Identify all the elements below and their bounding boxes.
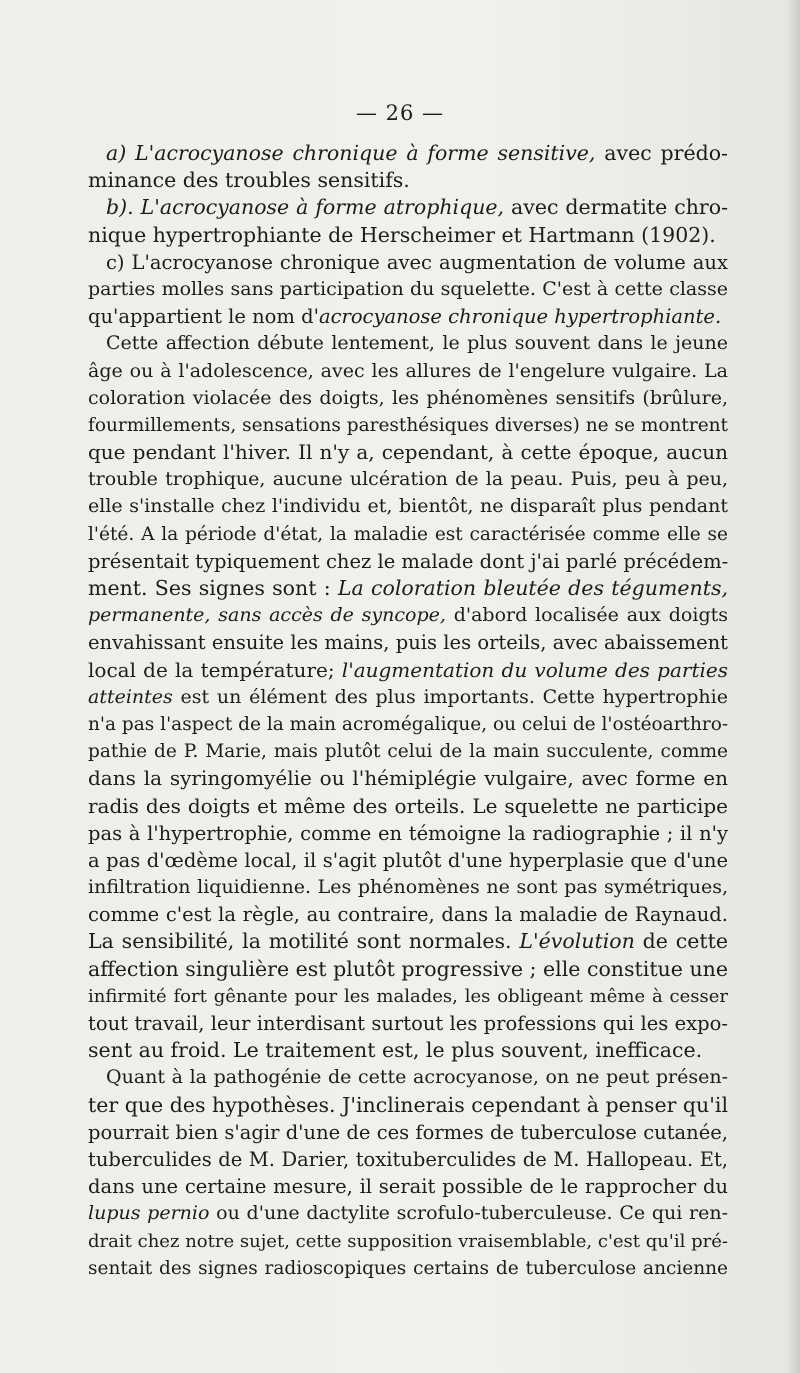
text-segment: tout travail, leur interdisant surtout les professions qui les expo-: [88, 1012, 728, 1035]
italic-text-segment: L'acrocyanose à forme atrophique,: [140, 195, 505, 220]
text-line: [88, 330, 728, 357]
text-line: [88, 1255, 728, 1282]
text-segment: parties molles sans participation du squelette. C'est à cette classe: [88, 277, 728, 300]
text-segment: dans la syringomyélie ou l'hémiplégie vulgaire, avec forme en: [88, 766, 728, 791]
text-segment: envahissant ensuite les mains, puis les orteils, avec abaissement: [88, 631, 728, 655]
text-segment: âge ou à l'adolescence, avec les allures de l'engelure vulgaire. La: [88, 359, 728, 382]
text-line: [88, 575, 728, 602]
text-line: [88, 439, 728, 466]
text-segment: infiltration liquidienne. Les phénomènes ne sont pas symétriques,: [88, 876, 728, 899]
text-line: [88, 1228, 728, 1255]
text-segment: local de la température;: [88, 657, 342, 682]
text-segment: l'été. A la période d'état, la maladie est caractérisée comme elle se: [88, 523, 728, 545]
text-segment: dans une certaine mesure, il serait possible de le rapprocher du: [88, 1175, 728, 1199]
text-line: [88, 276, 728, 303]
text-line: [88, 1064, 728, 1091]
italic-text-segment: L'évolution: [519, 929, 635, 954]
text-line: [88, 956, 728, 983]
italic-text-segment: L'acrocyanose chronique à forme sensitive,: [135, 141, 596, 165]
italic-text-segment: atteintes: [88, 685, 173, 708]
text-segment: nique hypertrophiante de Herscheimer et Hartmann (1902).: [88, 222, 716, 247]
text-segment: que pendant l'hiver. Il n'y a, cependant, à cette époque, aucun: [88, 440, 728, 465]
text-line: [88, 521, 728, 548]
text-line: [88, 820, 728, 847]
text-line: [88, 1119, 728, 1146]
text-line: [88, 194, 728, 221]
text-segment: coloration violacée des doigts, les phénomènes sensitifs (brûlure,: [88, 386, 728, 409]
italic-text-segment: acrocyanose chronique hypertrophiante.: [318, 305, 722, 329]
text-segment: tuberculides de M. Darier, toxituberculides de M. Hallopeau. Et,: [88, 1147, 728, 1171]
text-line: [88, 140, 728, 167]
text-line: [88, 765, 728, 792]
text-line: [88, 1037, 728, 1064]
text-line: [88, 602, 728, 629]
italic-text-segment: lupus pernio: [88, 1202, 210, 1225]
text-segment: c) L'acrocyanose chronique avec augmentation de volume aux: [106, 250, 728, 274]
text-segment: pourrait bien s'agir d'une de ces formes de tuberculose cutanée,: [88, 1120, 728, 1144]
body-text: [88, 140, 728, 1282]
text-segment: elle s'installe chez l'individu et, bientôt, ne disparaît plus pendant: [88, 495, 728, 518]
text-segment: affection singulière est plutôt progressive ; elle constitue une: [88, 956, 728, 981]
text-segment: n'a pas l'aspect de la main acromégalique, ou celui de l'ostéoarthro-: [88, 713, 728, 735]
text-segment: pathie de P. Marie, mais plutôt celui de la main succulente, comme: [88, 741, 728, 763]
text-segment: avec prédo-: [595, 141, 728, 165]
text-segment: ou d'une dactylite scrofulo-tuberculeuse. Ce qui ren-: [209, 1202, 728, 1225]
text-segment: d'abord localisée aux doigts: [445, 604, 728, 627]
text-line: [88, 901, 728, 928]
text-line: [88, 1146, 728, 1173]
text-segment: Quant à la pathogénie de cette acrocyanose, on ne peut présen-: [106, 1066, 728, 1089]
italic-text-segment: l'augmentation du volume des parties: [341, 657, 728, 682]
text-segment: de cette: [634, 929, 728, 954]
text-line: [88, 249, 728, 276]
text-segment: sentait des signes radioscopiques certains de tuberculose ancienne: [88, 1257, 728, 1279]
text-line: [88, 684, 728, 711]
text-segment: qu'appartient le nom d': [88, 305, 319, 329]
italic-text-segment: a): [106, 141, 136, 165]
text-line: [88, 222, 728, 249]
text-segment: sent au froid. Le traitement est, le plus souvent, inefficace.: [88, 1038, 703, 1063]
text-line: [88, 303, 728, 330]
text-segment: infirmité fort gênante pour les malades, les obligeant même à cesser: [88, 985, 728, 1007]
text-segment: fourmillements, sensations paresthésiques diverses) ne se montrent: [88, 414, 728, 436]
text-segment: La sensibilité, la motilité sont normales.: [88, 929, 520, 954]
text-line: [88, 385, 728, 412]
text-segment: drait chez notre sujet, cette supposition vraisemblable, c'est qu'il pré-: [88, 1230, 728, 1252]
italic-text-segment: permanente, sans accès de syncope,: [88, 604, 446, 627]
text-line: [88, 548, 728, 575]
text-line: [88, 847, 728, 874]
text-segment: comme c'est la règle, au contraire, dans la maladie de Raynaud.: [88, 903, 728, 927]
text-line: [88, 983, 728, 1010]
text-line: [88, 629, 728, 656]
text-line: [88, 1092, 728, 1119]
text-line: [88, 167, 728, 194]
text-segment: pas à l'hypertrophie, comme en témoigne la radiographie ; il n'y: [88, 821, 728, 845]
text-segment: radis des doigts et même des orteils. Le squelette ne participe: [88, 793, 728, 818]
text-line: [88, 738, 728, 765]
text-segment: présentait typiquement chez le malade dont j'ai parlé précédem-: [88, 549, 728, 573]
text-line: [88, 466, 728, 493]
text-segment: est un élément des plus importants. Cette hypertrophie: [172, 685, 728, 708]
text-line: [88, 874, 728, 901]
text-segment: avec dermatite chro-: [504, 195, 728, 220]
italic-text-segment: La coloration bleutée des téguments,: [337, 576, 728, 600]
text-line: [88, 1200, 728, 1227]
page-gutter-shadow: [786, 0, 800, 1373]
text-line: [88, 928, 728, 955]
text-segment: minance des troubles sensitifs.: [88, 168, 410, 193]
text-line: [88, 1173, 728, 1200]
text-segment: a pas d'œdème local, il s'agit plutôt d'une hyperplasie que d'une: [88, 848, 728, 872]
text-segment: ter que des hypothèses. J'inclinerais cependant à penser qu'il: [88, 1092, 728, 1117]
text-line: [88, 1010, 728, 1037]
text-segment: Cette affection débute lentement, le plus souvent dans le jeune: [106, 332, 728, 355]
text-line: [88, 711, 728, 738]
text-line: [88, 657, 728, 684]
text-segment: ment. Ses signes sont :: [88, 576, 338, 600]
italic-text-segment: b).: [106, 195, 141, 220]
page-number: — 26 —: [355, 101, 445, 125]
text-line: [88, 793, 728, 820]
text-segment: trouble trophique, aucune ulcération de la peau. Puis, peu à peu,: [88, 468, 728, 491]
text-line: [88, 358, 728, 385]
text-line: [88, 493, 728, 520]
text-line: [88, 412, 728, 439]
